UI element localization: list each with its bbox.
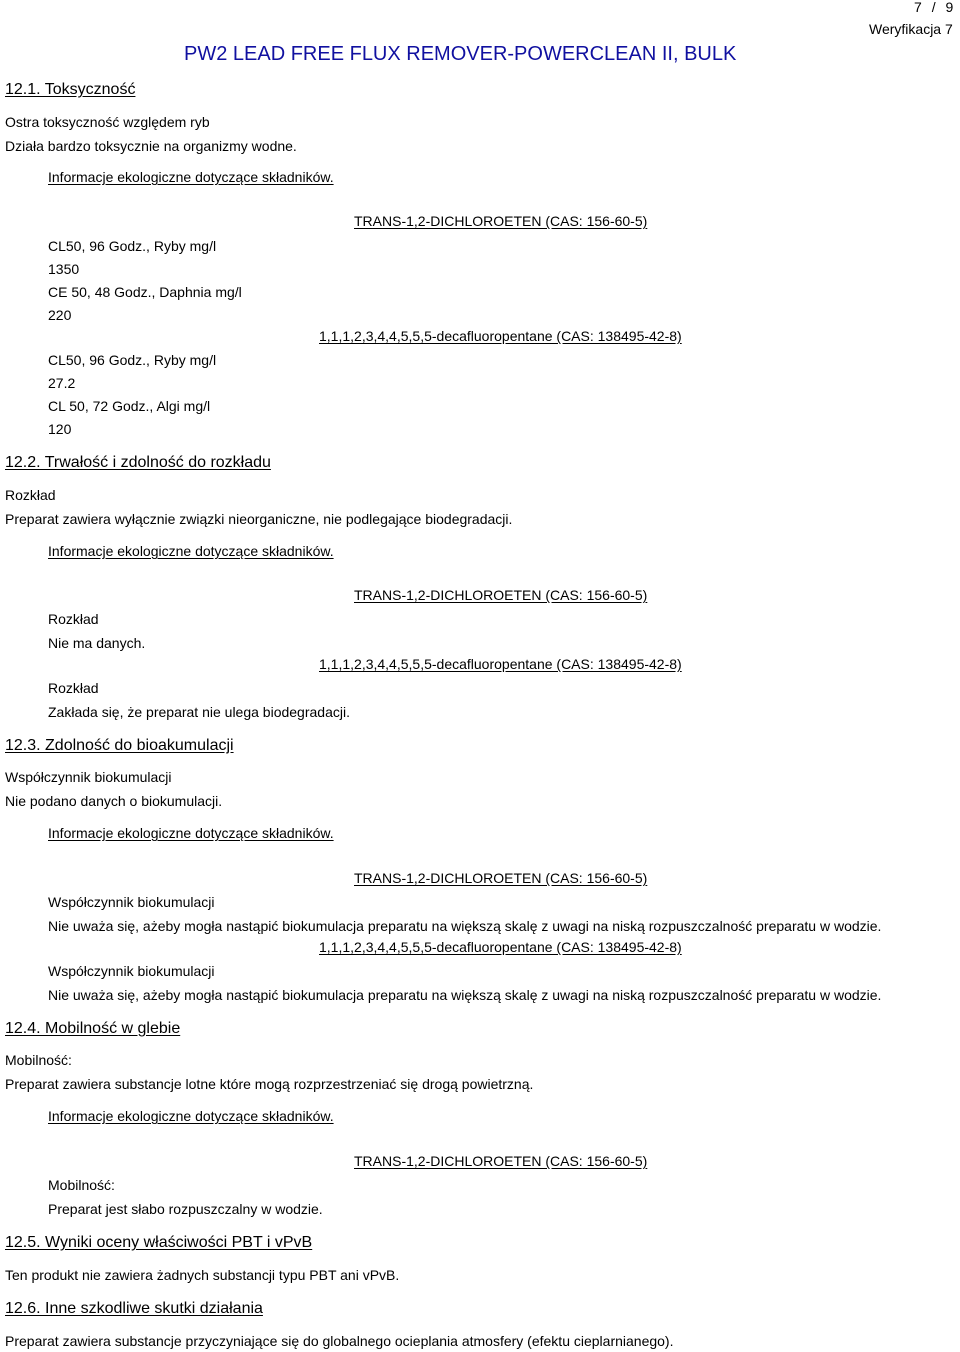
s121-c1-label-1: CL50, 96 Godz., Ryby mg/l [48, 238, 217, 254]
s121-c1-value-1: 1350 [48, 261, 80, 277]
page-total: 9 [945, 0, 954, 15]
section-12-1-info: Informacje ekologiczne dotyczące składników. [48, 169, 334, 185]
s123-c2-label: Współczynnik biokumulacji [48, 963, 215, 979]
s122-component-1: TRANS-1,2-DICHLOROETEN (CAS: 156-60-5) [354, 587, 648, 603]
s124-c1-label: Mobilność: [48, 1177, 115, 1193]
s122-component-2: 1,1,1,2,3,4,4,5,5,5-decafluoropentane (CAS: 138495-42-8) [319, 656, 682, 672]
section-12-1-heading: 12.1. Toksyczność [5, 81, 136, 98]
s122-c2-text: Zakłada się, że preparat nie ulega biodegradacji. [48, 704, 350, 720]
section-12-5-text: Ten produkt nie zawiera żadnych substancji typu PBT ani vPvB. [5, 1267, 400, 1283]
s121-c2-value-1: 27.2 [48, 375, 76, 391]
section-12-3-heading: 12.3. Zdolność do bioakumulacji [5, 737, 234, 754]
s122-c1-label: Rozkład [48, 611, 99, 627]
s121-component-1: TRANS-1,2-DICHLOROETEN (CAS: 156-60-5) [354, 213, 648, 229]
s121-c1-label-2: CE 50, 48 Godz., Daphnia mg/l [48, 284, 242, 300]
s124-component-1: TRANS-1,2-DICHLOROETEN (CAS: 156-60-5) [354, 1153, 648, 1169]
section-12-2-text: Preparat zawiera wyłącznie związki nieorganiczne, nie podlegające biodegradacji. [5, 511, 513, 527]
page-current: 7 [914, 0, 922, 15]
revision-label: Weryfikacja 7 [869, 21, 953, 37]
section-12-2-heading: 12.2. Trwałość i zdolność do rozkładu [5, 454, 271, 471]
section-12-4-subheading: Mobilność: [5, 1052, 72, 1068]
section-12-2-subheading: Rozkład [5, 487, 56, 503]
section-12-4-info: Informacje ekologiczne dotyczące składników. [48, 1108, 334, 1124]
s122-c2-label: Rozkład [48, 680, 99, 696]
section-12-3-info: Informacje ekologiczne dotyczące składników. [48, 825, 334, 841]
s123-component-1: TRANS-1,2-DICHLOROETEN (CAS: 156-60-5) [354, 870, 648, 886]
section-12-4-text: Preparat zawiera substancje lotne które mogą rozprzestrzeniać się drogą powietrzną. [5, 1076, 534, 1092]
section-12-3-text: Nie podano danych o biokumulacji. [5, 793, 223, 809]
s123-c2-text: Nie uważa się, ażeby mogła nastąpić biokumulacja preparatu na większą skalę z uwagi na niską rozpuszczalność preparatu w wodzie. [48, 987, 882, 1003]
section-12-3-subheading: Współczynnik biokumulacji [5, 769, 172, 785]
s121-component-2: 1,1,1,2,3,4,4,5,5,5-decafluoropentane (CAS: 138495-42-8) [319, 328, 682, 344]
s123-c1-label: Współczynnik biokumulacji [48, 894, 215, 910]
s123-c1-text: Nie uważa się, ażeby mogła nastąpić biokumulacja preparatu na większą skalę z uwagi na niską rozpuszczalność preparatu w wodzie. [48, 918, 882, 934]
page-separator: / [931, 0, 936, 15]
document-title: PW2 LEAD FREE FLUX REMOVER-POWERCLEAN II, BULK [184, 43, 737, 65]
s121-c2-label-1: CL50, 96 Godz., Ryby mg/l [48, 352, 217, 368]
s124-c1-text: Preparat jest słabo rozpuszczalny w wodzie. [48, 1201, 323, 1217]
s121-c2-value-2: 120 [48, 421, 72, 437]
section-12-5-heading: 12.5. Wyniki oceny właściwości PBT i vPvB [5, 1234, 313, 1251]
s122-c1-text: Nie ma danych. [48, 635, 146, 651]
page-number [914, 0, 953, 16]
section-12-2-info: Informacje ekologiczne dotyczące składników. [48, 543, 334, 559]
s121-c1-value-2: 220 [48, 307, 72, 323]
section-12-6-text: Preparat zawiera substancje przyczyniające się do globalnego ocieplania atmosfery (efektu cieplarnianego). [5, 1333, 674, 1349]
section-12-1-text: Działa bardzo toksycznie na organizmy wodne. [5, 138, 297, 154]
section-12-4-heading: 12.4. Mobilność w glebie [5, 1020, 181, 1037]
s123-component-2: 1,1,1,2,3,4,4,5,5,5-decafluoropentane (CAS: 138495-42-8) [319, 939, 682, 955]
section-12-6-heading: 12.6. Inne szkodliwe skutki działania [5, 1300, 263, 1317]
section-12-1-subheading: Ostra toksyczność względem ryb [5, 114, 210, 130]
s121-c2-label-2: CL 50, 72 Godz., Algi mg/l [48, 398, 211, 414]
